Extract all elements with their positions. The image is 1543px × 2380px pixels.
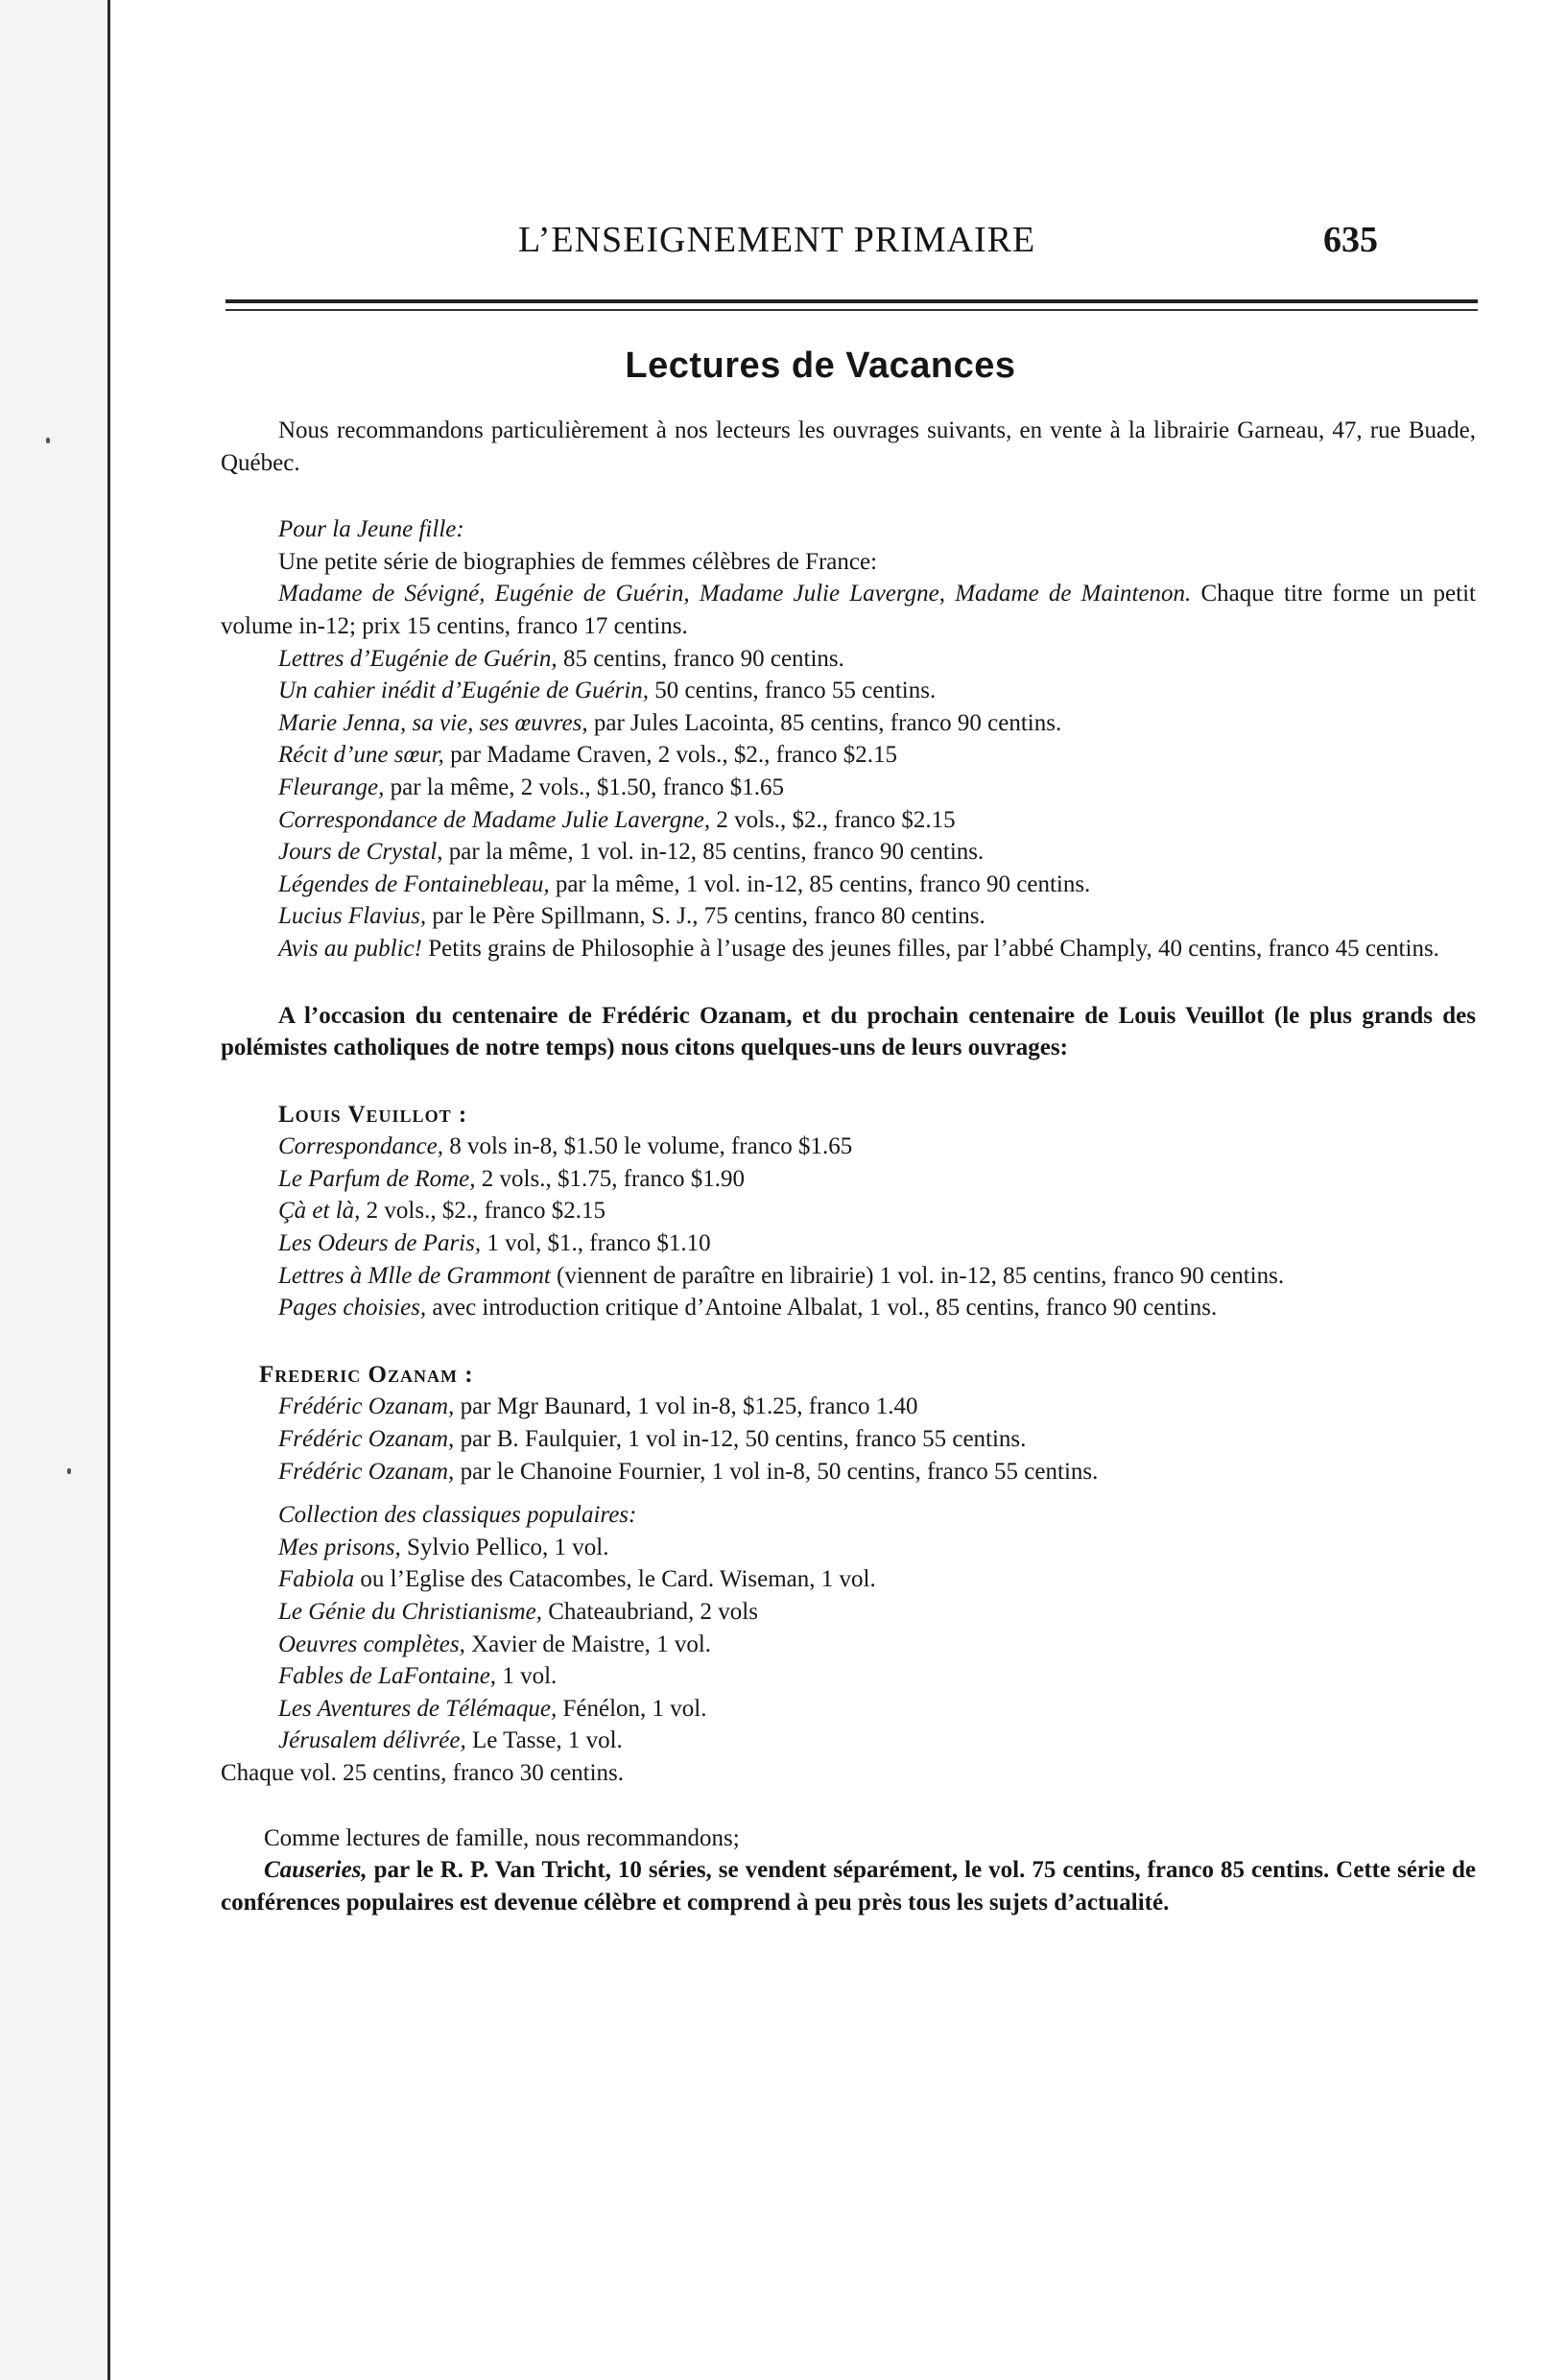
list-item: Les Odeurs de Paris, 1 vol, $1., franco $1.10 xyxy=(278,1230,711,1257)
list-item: Oeuvres complètes, Xavier de Maistre, 1 vol. xyxy=(278,1630,712,1657)
page-number: 635 xyxy=(1323,220,1378,260)
list-item: Fables de LaFontaine, 1 vol. xyxy=(278,1663,558,1690)
series-line: Une petite série de biographies de femmes célèbres de France: xyxy=(278,548,878,575)
list-item: Lettres d’Eugénie de Guérin, 85 centins, franco 90 centins. xyxy=(278,645,844,672)
header-rule-thick xyxy=(226,299,1478,303)
list-item: Avis au public! Petits grains de Philosophie à l’usage des jeunes filles, par l’abbé Champly, 40 centins, franco 45 centins. xyxy=(278,935,1439,962)
list-item: Les Aventures de Télémaque, Fénélon, 1 vol. xyxy=(278,1695,707,1722)
list-item: Frédéric Ozanam, par le Chanoine Fournier, 1 vol in-8, 50 centins, franco 55 centins. xyxy=(278,1458,1099,1485)
series-price: Chaque titre forme un petit volume in-12; prix 15 centins, franco 17 centins. xyxy=(221,581,1476,639)
list-item: Le Parfum de Rome, 2 vols., $1.75, franco $1.90 xyxy=(278,1165,746,1192)
article-title: Lectures de Vacances xyxy=(625,345,1016,386)
section-heading-classiques: Collection des classiques populaires: xyxy=(278,1502,637,1529)
list-item: Récit d’une sœur, par Madame Craven, 2 vols., $2., franco $2.15 xyxy=(278,742,897,769)
scan-speck xyxy=(67,1468,71,1474)
scan-left-margin xyxy=(0,0,107,2380)
list-item: Jérusalem délivrée, Le Tasse, 1 vol. xyxy=(278,1727,623,1754)
list-item: Fabiola ou l’Eglise des Catacombes, le Card. Wiseman, 1 vol. xyxy=(278,1566,876,1593)
list-item: Çà et là, 2 vols., $2., franco $2.15 xyxy=(278,1198,605,1225)
intro-paragraph: Nous recommandons particulièrement à nos lecteurs les ouvrages suivants, en vente à la librairie Garneau, 47, rue Buade, Québec. xyxy=(221,417,1476,476)
list-item: Un cahier inédit d’Eugénie de Guérin, 50 centins, franco 55 centins. xyxy=(278,678,937,704)
list-item: Fleurange, par la même, 2 vols., $1.50, franco $1.65 xyxy=(278,774,784,800)
section-heading-ozanam: Frederic Ozanam : xyxy=(259,1361,474,1388)
article-body xyxy=(221,415,1476,1918)
centenaire-paragraph: A l’occasion du centenaire de Frédéric Ozanam, et du prochain centenaire de Louis Veuillot (le plus grands des polémistes catholiques de notre temps) nous citons quelques-uns de leurs ouvrages: xyxy=(221,1002,1476,1061)
list-item: Pages choisies, avec introduction critique d’Antoine Albalat, 1 vol., 85 centins, franco 90 centins. xyxy=(278,1295,1218,1321)
famille-intro: Comme lectures de famille, nous recommandons; xyxy=(264,1824,740,1851)
classiques-price: Chaque vol. 25 centins, franco 30 centins. xyxy=(221,1759,625,1786)
famille-paragraph: Causeries, par le R. P. Van Tricht, 10 séries, se vendent séparément, le vol. 75 centins, franco 85 centins. Cette série de conférences populaires est devenue célèbre et comprend à peu près tous les sujets d’actualité. xyxy=(221,1857,1477,1916)
page xyxy=(110,0,1543,2380)
list-item: Frédéric Ozanam, par B. Faulquier, 1 vol in-12, 50 centins, franco 55 centins. xyxy=(278,1426,1027,1453)
list-item: Correspondance de Madame Julie Lavergne, 2 vols., $2., franco $2.15 xyxy=(278,806,956,833)
jeune-fille-list xyxy=(221,643,1476,965)
section-heading-jeune-fille: Pour la Jeune fille: xyxy=(278,516,464,543)
list-item: Jours de Crystal, par la même, 1 vol. in-12, 85 centins, franco 90 centins. xyxy=(278,839,985,866)
veuillot-list xyxy=(221,1130,1476,1324)
header-rule-thin xyxy=(226,309,1478,311)
list-item: Légendes de Fontainebleau, par la même, 1 vol. in-12, 85 centins, franco 90 centins. xyxy=(278,870,1091,897)
list-item: Marie Jenna, sa vie, ses œuvres, par Jules Lacointa, 85 centins, franco 90 centins. xyxy=(278,709,1062,736)
classiques-list xyxy=(221,1532,1476,1757)
list-item: Lettres à Mlle de Grammont (viennent de paraître en librairie) 1 vol. in-12, 85 centins, franco 90 centins. xyxy=(278,1262,1285,1289)
list-item: Mes prisons, Sylvio Pellico, 1 vol. xyxy=(278,1534,609,1560)
series-entry xyxy=(221,578,1476,642)
running-title: L’ENSEIGNEMENT PRIMAIRE xyxy=(518,220,1036,260)
ozanam-list xyxy=(221,1391,1476,1488)
list-item: Correspondance, 8 vols in-8, $1.50 le volume, franco $1.65 xyxy=(278,1133,853,1160)
list-item: Le Génie du Christianisme, Chateaubriand, 2 vols xyxy=(278,1599,758,1625)
scan-speck xyxy=(46,438,50,443)
list-item: Lucius Flavius, par le Père Spillmann, S. J., 75 centins, franco 80 centins. xyxy=(278,903,985,930)
series-titles: Madame de Sévigné, Eugénie de Guérin, Madame Julie Lavergne, Madame de Maintenon. xyxy=(278,581,1192,607)
section-heading-veuillot: Louis Veuillot : xyxy=(278,1101,468,1128)
list-item: Frédéric Ozanam, par Mgr Baunard, 1 vol in-8, $1.25, franco 1.40 xyxy=(278,1393,918,1420)
